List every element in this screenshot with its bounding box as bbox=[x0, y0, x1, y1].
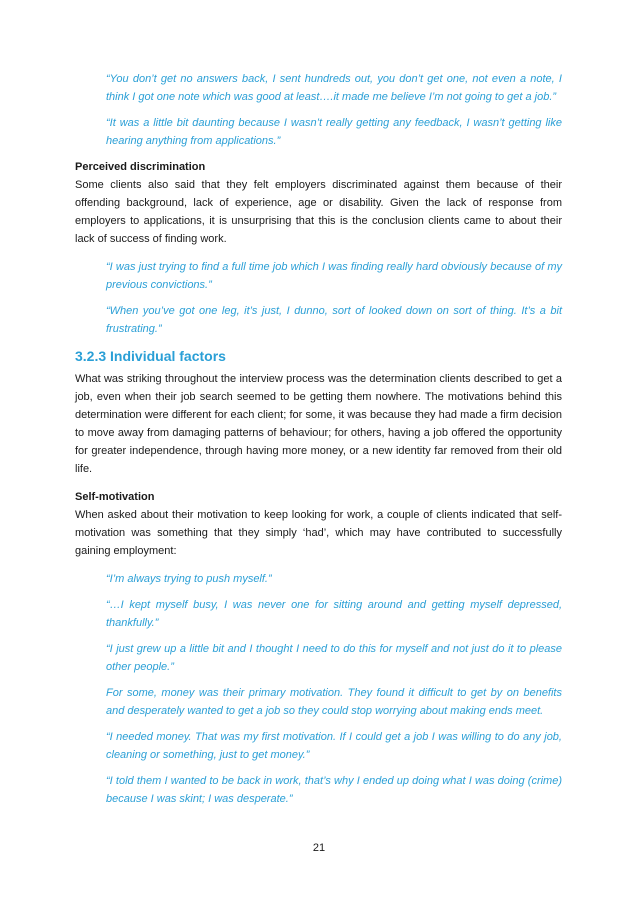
quote-no-answers: “You don’t get no answers back, I sent hundreds out, you don’t get one, not even a note, I think I got one note which was good at least….it made me believe I’m not going to get a job.” bbox=[106, 73, 562, 103]
quote-grew-up: “I just grew up a little bit and I thought I need to do this for myself and not just do it to please other people.” bbox=[106, 643, 562, 673]
paragraph-money-motivation: For some, money was their primary motivation. They found it difficult to get by on benefits and desperately wanted to get a job so they could stop worrying about making ends meet. bbox=[106, 687, 562, 717]
quote-previous-convictions: “I was just trying to find a full time job which I was finding really hard obviously because of my previous convictions.” bbox=[106, 261, 562, 291]
paragraph-individual-factors: What was striking throughout the interview process was the determination clients described to get a job, even when their job search seemed to be getting them nowhere. The motivations behind this determination were different for each client; for some, it was because they had made a firm decision to move away from damaging patterns of behaviour; for others, having a job offered the opportunity for greater independence, through having more money, or a new identity far removed from their old life. bbox=[75, 373, 562, 475]
heading-self-motivation: Self-motivation bbox=[75, 491, 155, 503]
paragraph-perceived-discrimination: Some clients also said that they felt employers discriminated against them because of their offending background, lack of experience, age or disability. Given the lack of response from employers to applications, it is unsurprising that this is the conclusion clients came to about their lack of success of finding work. bbox=[75, 179, 562, 245]
paragraph-self-motivation: When asked about their motivation to keep looking for work, a couple of clients indicated that self-motivation was something that they simply ‘had’, which may have contributed to successfully gaining employment: bbox=[75, 509, 562, 557]
quote-needed-money: “I needed money. That was my first motivation. If I could get a job I was willing to do any job, cleaning or something, just to get money.” bbox=[106, 731, 562, 761]
quote-push-myself: “I’m always trying to push myself.” bbox=[106, 573, 272, 585]
quote-one-leg: “When you’ve got one leg, it’s just, I dunno, sort of looked down on sort of thing. It’s a bit frustrating.” bbox=[106, 305, 562, 335]
quote-skint: “I told them I wanted to be back in work, that’s why I ended up doing what I was doing (crime) because I was skint; I was desperate.” bbox=[106, 775, 562, 805]
heading-perceived-discrimination: Perceived discrimination bbox=[75, 161, 206, 173]
quote-daunting: “It was a little bit daunting because I wasn’t really getting any feedback, I wasn’t getting like hearing anything from applications.” bbox=[106, 117, 562, 147]
page-number: 21 bbox=[312, 842, 326, 854]
quote-kept-busy: “…I kept myself busy, I was never one for sitting around and getting myself depressed, thankfully.” bbox=[106, 599, 562, 629]
document-page bbox=[75, 70, 562, 816]
section-heading-individual-factors: 3.2.3 Individual factors bbox=[75, 348, 226, 364]
